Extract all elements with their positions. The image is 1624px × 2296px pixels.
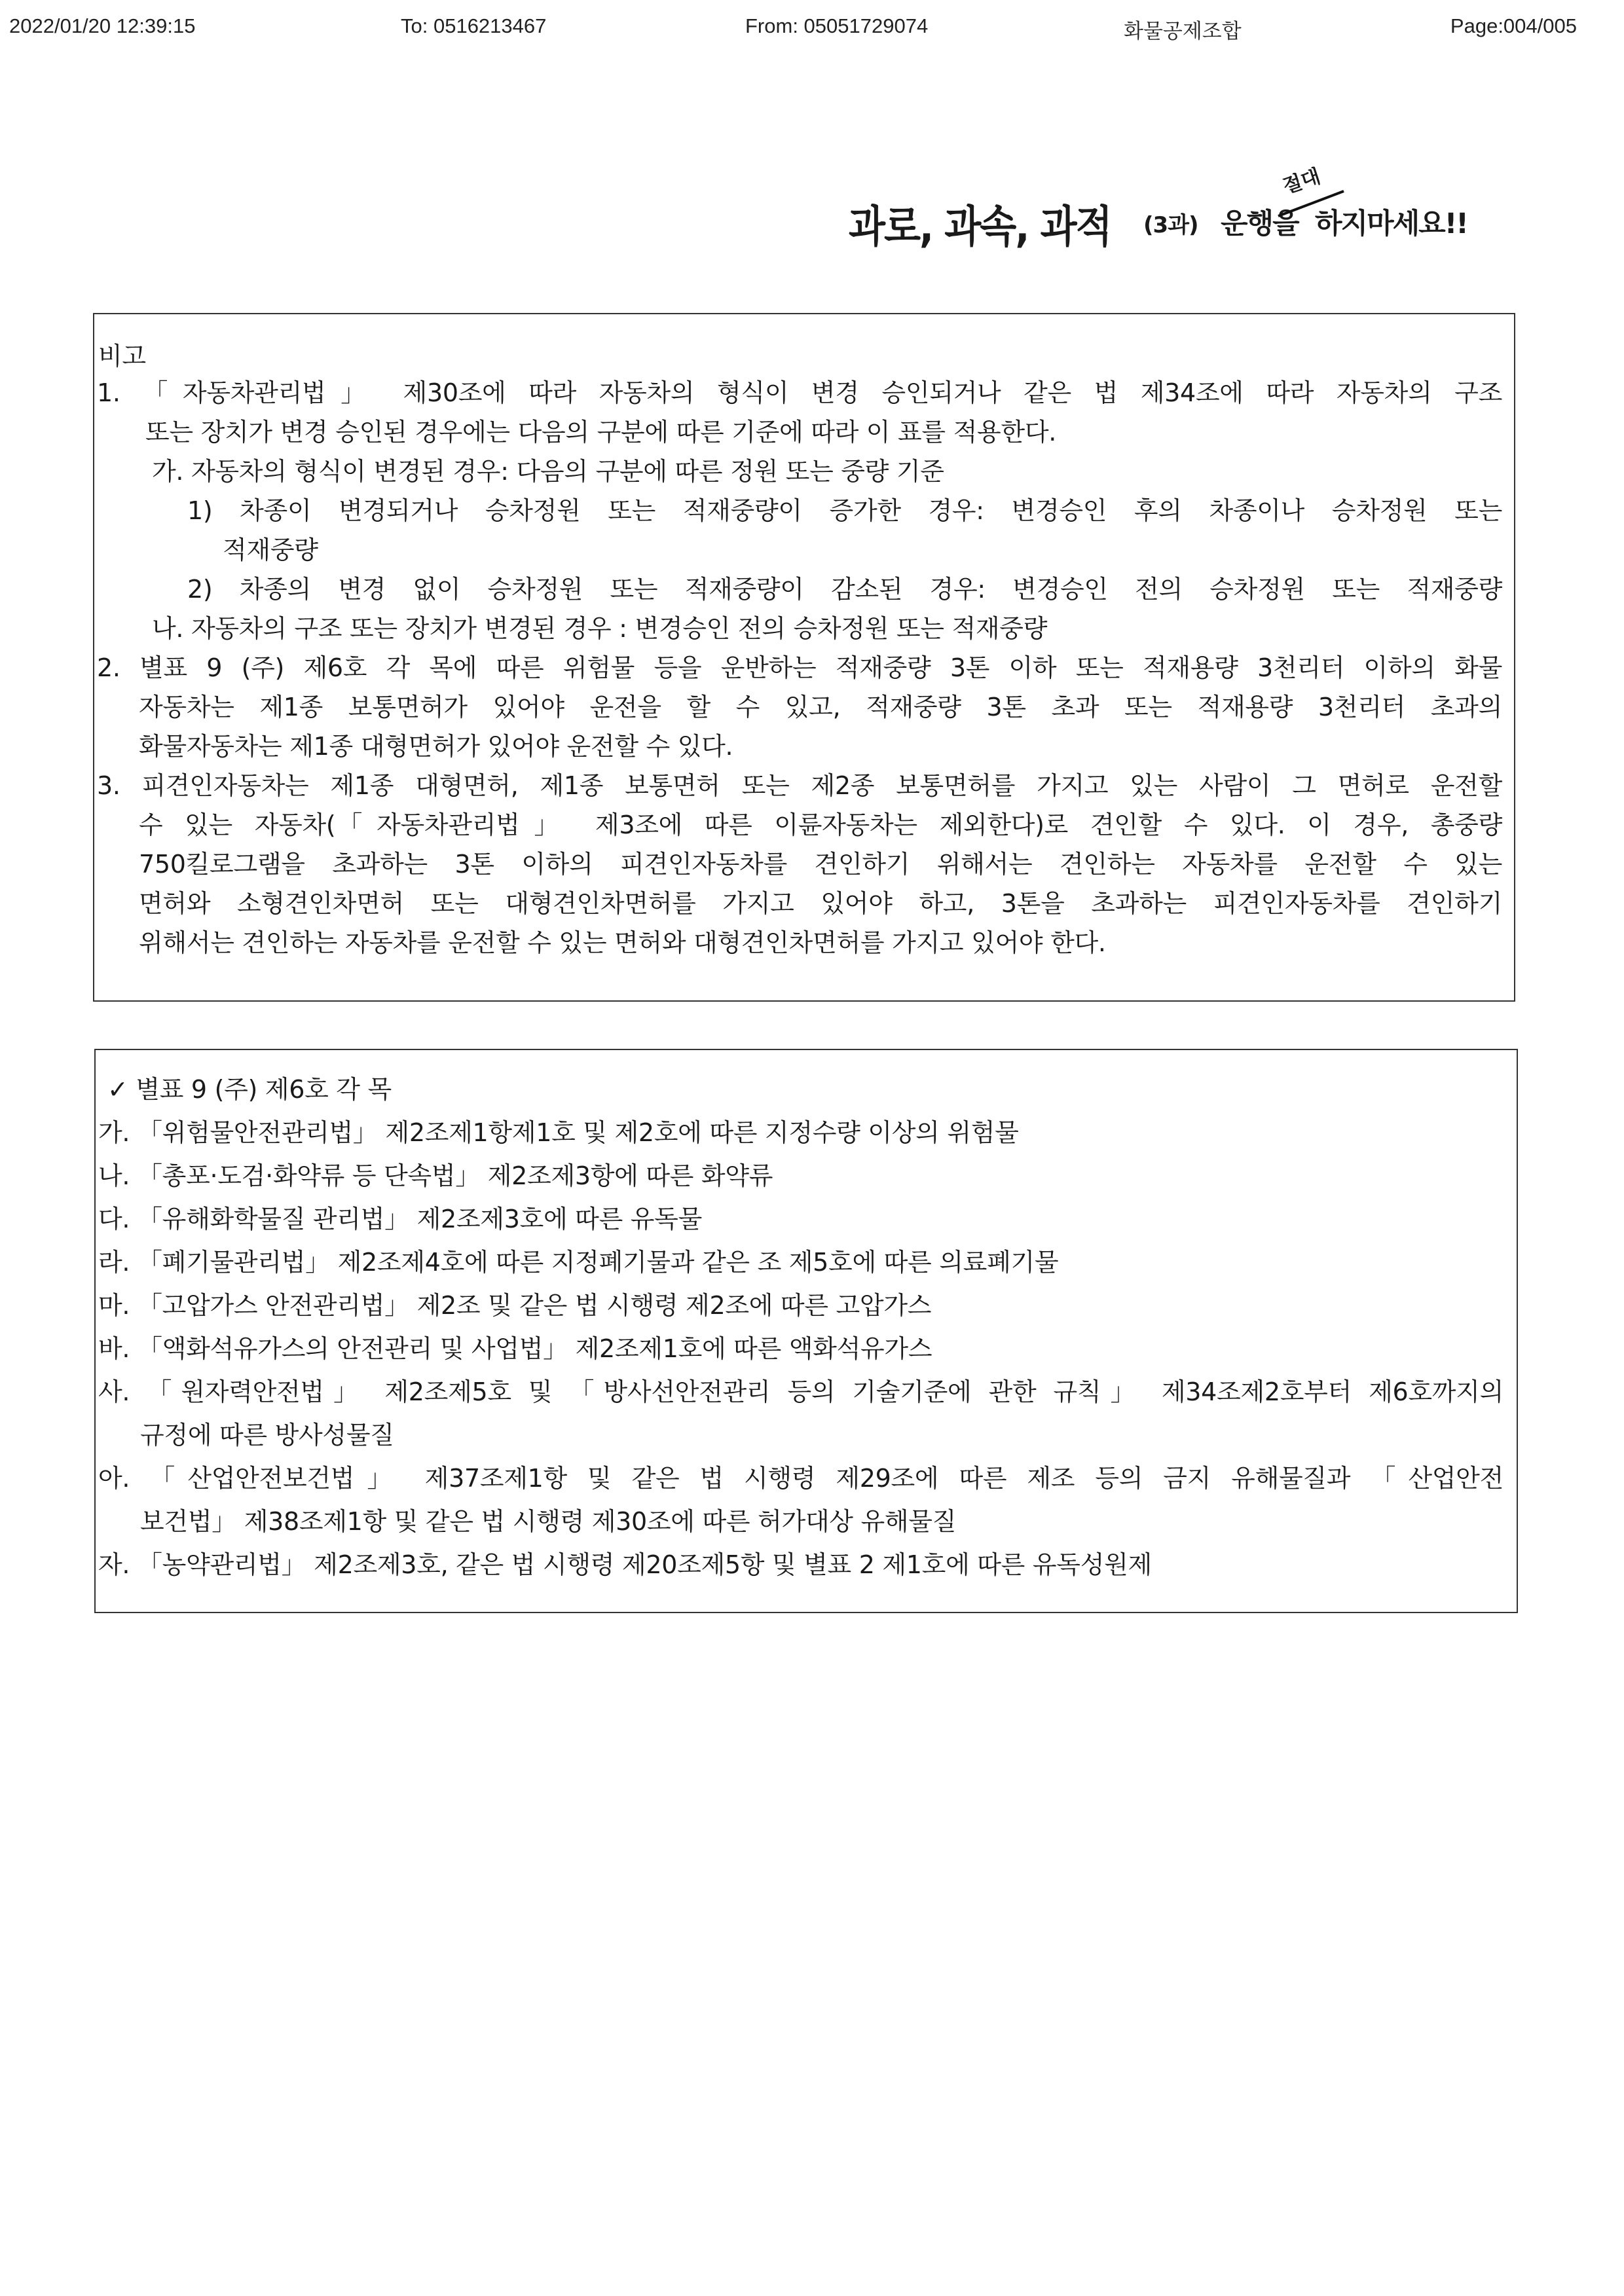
fax-page-number: Page:004/005 <box>1450 14 1577 37</box>
hazmat-items-box <box>94 1049 1518 1613</box>
item-line: 라. 「폐기물관리법」 제2조제4호에 따른 지정폐기물과 같은 조 제5호에 따른 의료폐기물 <box>98 1248 1059 1277</box>
note-line: 적재중량 <box>223 536 318 564</box>
item-line: 바. 「액화석유가스의 안전관리 및 사업법」 제2조제1호에 따른 액화석유가스 <box>98 1334 932 1363</box>
note-line: 750킬로그램을 초과하는 3톤 이하의 피견인자동차를 견인하기 위해서는 견인하는 자동차를 운전할 수 있는 <box>139 850 1502 879</box>
notes-heading: 비고 <box>98 342 146 371</box>
note-line: 2) 차종의 변경 없이 승차정원 또는 적재중량이 감소된 경우: 변경승인 전의 승차정원 또는 적재중량 <box>187 575 1502 604</box>
item-line: 보건법」 제38조제1항 및 같은 법 시행령 제30조에 따른 허가대상 유해물질 <box>140 1507 957 1536</box>
slogan-verb: 운행을 <box>1221 208 1299 240</box>
notes-box <box>93 313 1515 1002</box>
item-line: 자. 「농약관리법」 제2조제3호, 같은 법 시행령 제20조제5항 및 별표 2 제1호에 따른 유독성원제 <box>98 1550 1152 1579</box>
note-line: 화물자동차는 제1종 대형면허가 있어야 운전할 수 있다. <box>139 732 733 761</box>
fax-date-time: 2022/01/20 12:39:15 <box>9 14 196 37</box>
note-line: 자동차는 제1종 보통면허가 있어야 운전을 할 수 있고, 적재중량 3톤 초과 또는 적재용량 3천리터 초과의 <box>139 693 1502 721</box>
safety-slogan <box>849 164 1569 253</box>
note-line: 3. 피견인자동차는 제1종 대형면허, 제1종 보통면허 또는 제2종 보통면허를 가지고 있는 사람이 그 면허로 운전할 <box>97 771 1502 800</box>
item-line: 나. 「총포·도검·화약류 등 단속법」 제2조제3항에 따른 화약류 <box>98 1161 773 1190</box>
note-line: 면허와 소형견인차면허 또는 대형견인차면허를 가지고 있어야 하고, 3톤을 초과하는 피견인자동차를 견인하기 <box>139 889 1502 918</box>
fax-to-number: To: 0516213467 <box>401 14 547 37</box>
fax-from-number: From: 05051729074 <box>745 14 929 37</box>
note-line: 1) 차종이 변경되거나 승차정원 또는 적재중량이 증가한 경우: 변경승인 후의 차종이나 승차정원 또는 <box>187 496 1502 525</box>
note-line: 가. 자동차의 형식이 변경된 경우: 다음의 구분에 따른 정원 또는 중량 기준 <box>152 457 944 486</box>
note-line: 2. 별표 9 (주) 제6호 각 목에 따른 위험물 등을 운반하는 적재중량 3톤 이하 또는 적재용량 3천리터 이하의 화물 <box>97 653 1502 682</box>
item-line: 규정에 따른 방사성물질 <box>140 1421 394 1449</box>
item-line: 아. 「산업안전보건법」 제37조제1항 및 같은 법 시행령 제29조에 따른 제조 등의 금지 유해물질과 「산업안전 <box>98 1464 1504 1493</box>
fax-header <box>0 14 1624 41</box>
item-line: 사. 「원자력안전법」 제2조제5호 및 「방사선안전관리 등의 기술기준에 관한 규칙」 제34조제2호부터 제6호까지의 <box>98 1377 1504 1406</box>
fax-sender-name: 화물공제조합 <box>1124 20 1242 43</box>
slogan-end: 하지마세요!! <box>1315 208 1467 240</box>
item-line: 가. 「위험물안전관리법」 제2조제1항제1호 및 제2호에 따른 지정수량 이상의 위험물 <box>98 1118 1019 1147</box>
note-line: 위해서는 견인하는 자동차를 운전할 수 있는 면허와 대형견인차면허를 가지고 있어야 한다. <box>139 928 1106 957</box>
note-line: 나. 자동차의 구조 또는 장치가 변경된 경우 : 변경승인 전의 승차정원 또는 적재중량 <box>152 614 1048 643</box>
items-heading: ✓ 별표 9 (주) 제6호 각 목 <box>107 1075 392 1104</box>
item-line: 마. 「고압가스 안전관리법」 제2조 및 같은 법 시행령 제2조에 따른 고압가스 <box>98 1291 932 1320</box>
note-line: 1. 「자동차관리법」 제30조에 따라 자동차의 형식이 변경 승인되거나 같은 법 제34조에 따라 자동차의 구조 <box>97 378 1502 407</box>
note-line: 또는 장치가 변경 승인된 경우에는 다음의 구분에 따른 기준에 따라 이 표를 적용한다. <box>145 418 1057 446</box>
item-line: 다. 「유해화학물질 관리법」 제2조제3호에 따른 유독물 <box>98 1205 702 1233</box>
slogan-tag: 절대 <box>1280 164 1323 199</box>
slogan-main: 과로, 과속, 과적 <box>849 200 1111 253</box>
slogan-sub: (3과) <box>1143 212 1198 238</box>
note-line: 수 있는 자동차(「자동차관리법」 제3조에 따른 이륜자동차는 제외한다)로 견인할 수 있다. 이 경우, 총중량 <box>139 811 1502 839</box>
